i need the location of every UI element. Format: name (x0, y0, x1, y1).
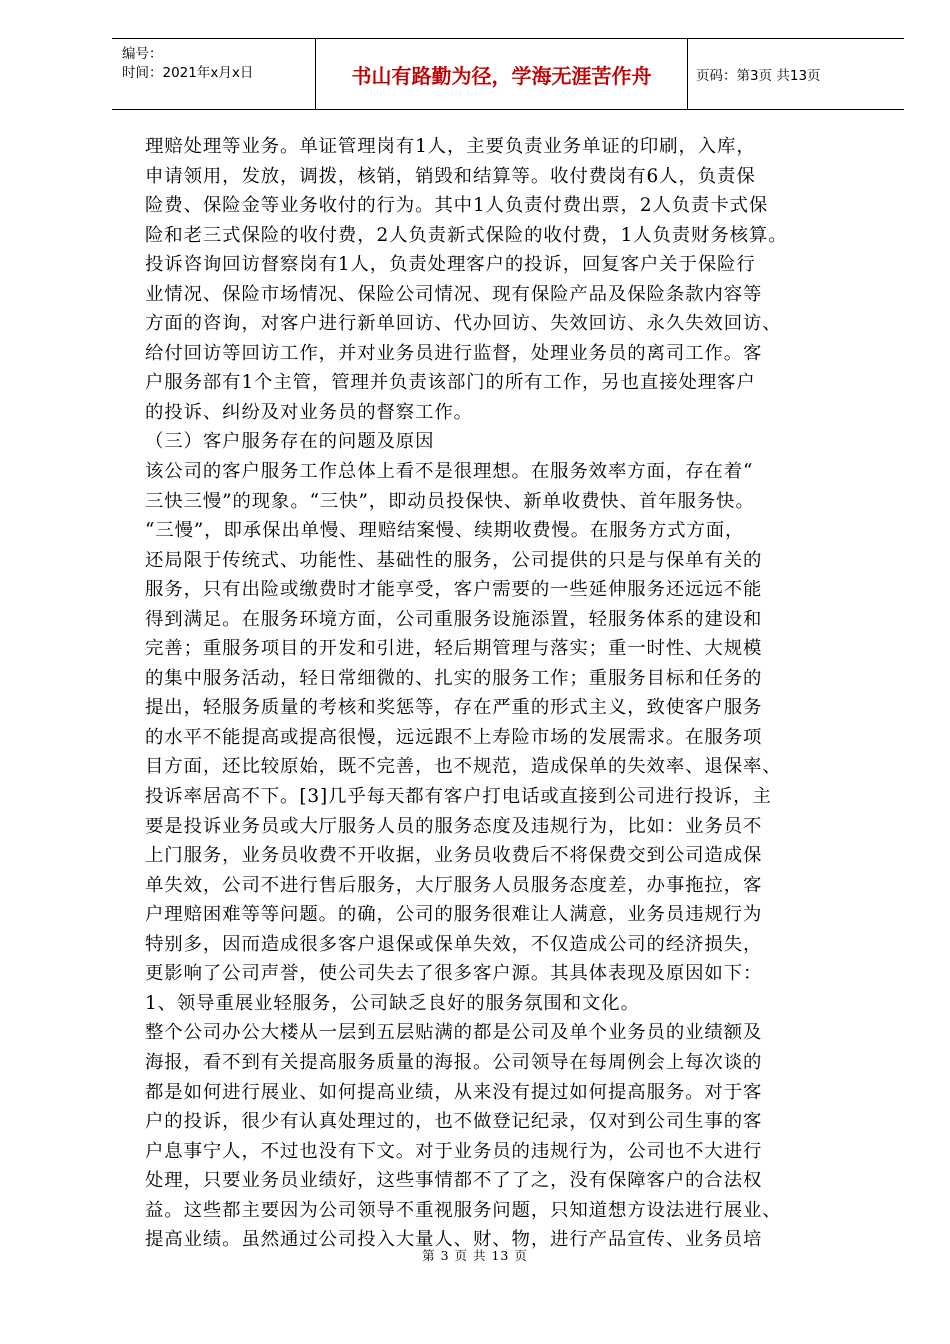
text-line: 该公司的客户服务工作总体上看不是很理想。在服务效率方面，存在着“ (145, 461, 754, 483)
document-time-label: 时间：2021年x月x日 (122, 65, 254, 81)
text-line: 更影响了公司声誉，使公司失去了很多客户源。其具体表现及原因如下： (145, 963, 763, 985)
text-line: 户理赔困难等等问题。的确，公司的服务很难让人满意，业务员违规行为 (145, 904, 763, 926)
text-line: 户服务部有1个主管，管理并负责该部门的所有工作，另也直接处理客户 (145, 372, 756, 394)
text-line: 1、领导重展业轻服务，公司缺乏良好的服务氛围和文化。 (145, 992, 640, 1014)
text-line: 完善；重服务项目的开发和引进，轻后期管理与落实；重一时性、大规模 (145, 638, 763, 660)
text-line: 整个公司办公大楼从一层到五层贴满的都是公司及单个业务员的业绩额及 (145, 1022, 763, 1044)
text-line: 海报，看不到有关提高服务质量的海报。公司领导在每周例会上每次谈的 (145, 1051, 763, 1073)
text-line: 的水平不能提高或提高很慢，远远跟不上寿险市场的发展需求。在服务项 (145, 726, 763, 748)
text-line: 处理，只要业务员业绩好，这些事情都不了了之，没有保障客户的合法权 (145, 1170, 763, 1192)
text-line: 得到满足。在服务环境方面，公司重服务设施添置，轻服务体系的建设和 (145, 608, 763, 630)
text-line: 户的投诉，很少有认真处理过的，也不做登记纪录，仅对到公司生事的客 (145, 1111, 763, 1133)
document-number-label: 编号： (122, 46, 163, 62)
text-line: 的投诉、纠纷及对业务员的督察工作。 (145, 401, 473, 423)
text-line: 上门服务，业务员收费不开收据，业务员收费后不将保费交到公司造成保 (145, 845, 763, 867)
header-page-info: 页码：第3页 共13页 (696, 68, 821, 84)
text-line: 险和老三式保险的收付费，2人负责新式保险的收付费，1人负责财务核算。 (145, 224, 788, 246)
text-line: 特别多，因而造成很多客户退保或保单失效，不仅造成公司的经济损失， (145, 933, 763, 955)
text-line: 要是投诉业务员或大厅服务人员的服务态度及违规行为，比如：业务员不 (145, 815, 763, 837)
header-slogan: 书山有路勤为径，学海无涯苦作舟 (315, 39, 688, 109)
text-line: 户息事宁人，不过也没有下文。对于业务员的违规行为，公司也不大进行 (145, 1140, 763, 1162)
text-line: 理赔处理等业务。单证管理岗有1人，主要负责业务单证的印刷，入库， (145, 136, 756, 157)
page-header (112, 38, 904, 110)
text-line: 提出，轻服务质量的考核和奖惩等，存在严重的形式主义，致使客户服务 (145, 697, 763, 719)
text-line: 业情况、保险市场情况、保险公司情况、现有保险产品及保险条款内容等 (145, 283, 763, 305)
text-line: 的集中服务活动，轻日常细微的、扎实的服务工作；重服务目标和任务的 (145, 667, 763, 689)
text-line: （三）客户服务存在的问题及原因 (145, 431, 435, 453)
text-line: 申请领用，发放，调拨，核销，销毁和结算等。收付费岗有6人，负责保 (145, 165, 756, 187)
text-line: 给付回访等回访工作，并对业务员进行监督，处理业务员的离司工作。客 (145, 342, 763, 364)
text-line: 还局限于传统式、功能性、基础性的服务，公司提供的只是与保单有关的 (145, 549, 763, 571)
text-line: 目方面，还比较原始，既不完善，也不规范，造成保单的失效率、退保率、 (145, 756, 782, 778)
text-line: 三快三慢”的现象。“三快”，即动员投保快、新单收费快、首年服务快。 (145, 490, 755, 512)
text-line: 服务，只有出险或缴费时才能享受，客户需要的一些延伸服务还远远不能 (145, 579, 763, 601)
text-line: 险费、保险金等业务收付的行为。其中1人负责付费出票，2人负责卡式保 (145, 195, 769, 217)
text-line: 益。这些都主要因为公司领导不重视服务问题，只知道想方设法进行展业、 (145, 1199, 782, 1221)
text-line: “三慢”，即承保出单慢、理赔结案慢、续期收费慢。在服务方式方面， (145, 520, 745, 542)
header-meta (112, 39, 315, 109)
text-line: 都是如何进行展业、如何提高业绩，从来没有提过如何提高服务。对于客 (145, 1081, 763, 1103)
page-footer: 第 3 页 共 13 页 (422, 1248, 528, 1263)
text-line: 投诉咨询回访督察岗有1人，负责处理客户的投诉，回复客户关于保险行 (145, 254, 756, 276)
text-line: 提高业绩。虽然通过公司投入大量人、财、物，进行产品宣传、业务员培 (145, 1229, 763, 1251)
text-line: 单失效，公司不进行售后服务，大厅服务人员服务态度差，办事拖拉，客 (145, 874, 763, 896)
text-line: 方面的咨询，对客户进行新单回访、代办回访、失效回访、永久失效回访、 (145, 313, 782, 335)
text-line: 投诉率居高不下。[3]几乎每天都有客户打电话或直接到公司进行投诉，主 (145, 786, 772, 808)
document-body (145, 132, 890, 1255)
